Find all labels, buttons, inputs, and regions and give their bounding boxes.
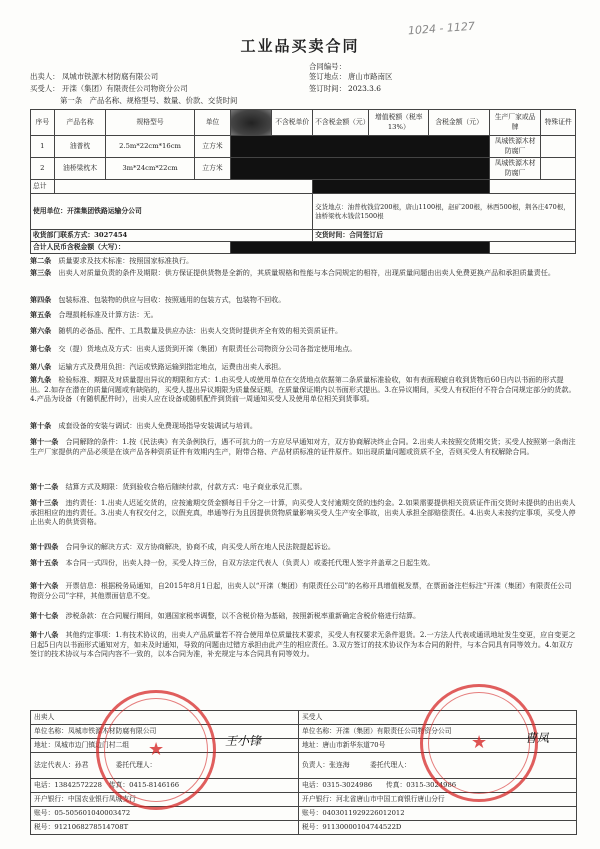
- row-unit: 立方米: [194, 158, 231, 180]
- buyer-signature: 曹凤: [525, 731, 550, 745]
- user-unit: 使用单位：开滦集团铁路运输分公司: [31, 194, 313, 230]
- clause: 第十三条 违约责任：1.出卖人迟延交货的，应按逾期交货金额每日千分之一计算，向买受人支付逾期交货的违约金。2.如果需要提供相关资质证件而交货时未提供的由出卖人承担相应的违约责任。3.出卖人有权交付之，以假充真，串通等行为且因提供货物质量影响买受人生产安全事故，出卖人承担全部赔偿责任。4.出卖人未按约定事项，买受人停止出卖人的供货资格。: [30, 498, 576, 527]
- contract-no-label: 合同编号：: [309, 62, 346, 71]
- row-name: 油普枕: [54, 136, 106, 158]
- table-row: [31, 158, 576, 180]
- handwritten-note: 1024 - 1127: [407, 19, 476, 38]
- table-header: 产品名称: [54, 110, 106, 136]
- user-row: [31, 194, 576, 230]
- receiver-contact: 收货部门联系方式：3027454: [31, 230, 313, 242]
- table-header: 单位: [194, 110, 231, 136]
- sign-row: [31, 807, 577, 821]
- row-maker: 凤城铁源木材防腐厂: [489, 136, 541, 158]
- seller-bank: 开户银行：中国农业银行凤城支行: [31, 793, 299, 807]
- total-row: [31, 180, 576, 194]
- seller-phone: 电话：13842572228 传真：0415-8146166: [31, 779, 299, 793]
- delivery-detail: 交货地点：油普枕钱营200根，唐山1100根，赵矿200根，林西500根，荆各庄470根，油桥梁枕木钱营1500根: [313, 194, 576, 230]
- clause: 第十一条 合同解除的条件：1.按《民法典》有关条例执行，遇不可抗力的一方应尽早通知对方，双方协商解决终止合同。2.出卖人未按照交货期交货；买受人按照第一条南注生产厂家提供的产品必须是在该产品各种资质证件有效期内生产，附带合格、产品材质标准的证件原件。如出现质量问题或资质不全，否则买受人有权解除合同。: [30, 437, 576, 456]
- table-row: [31, 136, 576, 158]
- contract-title: 工业品买卖合同: [240, 37, 360, 55]
- table-header: 生产厂家或品牌: [489, 110, 541, 136]
- redacted-cell: [231, 158, 489, 180]
- seller-signature: 王小锋: [225, 734, 262, 748]
- seller-addr: 地址：凤城市边门镇边门村二组: [31, 739, 299, 753]
- total-label: 总计: [31, 180, 55, 194]
- row-maker: 凤城铁源木材防腐厂: [489, 158, 541, 180]
- clause: 第九条 检验标准、期限及对质量提出异议的期限和方式：1.由买受人或使用单位在交货地点依据第二条质量标准验收，如有表面瑕疵自收到货物后60日内以书面的形式提出。2.如存在潜在的质量问题或有缺陷的，买受人提出异议期限为质量保证期，在质量保证期内以书面形式提出。3.在异议期间，买受人有权拒付不符合合同规定部分的货款。4.产品为设备（有随机配件时），出卖人应在设备或随机配件到货前一周通知买受人及使用单位相关到货事项。: [30, 375, 576, 404]
- buyer-bank: 开户银行：河北省唐山市中国工商银行唐山分行: [299, 793, 577, 807]
- seller-tax: 税号：9121068278514708T: [31, 821, 299, 835]
- clause: 第六条 随机的必备品、配件、工具数量及供应办法：出卖人交货时提供齐全有效的相关资质证件。: [30, 326, 343, 335]
- clause: 第五条 合理损耗标准及计算方法：无。: [30, 310, 158, 319]
- buyer-tax: 税号：91130000104744522D: [299, 821, 577, 835]
- product-table: [30, 109, 576, 254]
- table-header: 含税金额（元）: [429, 110, 489, 136]
- row-spec: 2.5m*22cm*16cm: [106, 136, 194, 158]
- receiver-row: [31, 230, 576, 242]
- empty-cell: [541, 158, 576, 180]
- buyer-reps: 负责人：张连海 委托代理人：: [299, 753, 577, 779]
- clause: 第十条 成套设备的安装与调试：出卖人免费现场指导安装调试与培训。: [30, 421, 257, 430]
- clause: 第十四条 合同争议的解决方式：双方协商解决，协商不成，向买受人所在地人民法院提起诉讼。: [30, 542, 336, 551]
- redacted-cell: [313, 180, 490, 194]
- clause: 第十七条 涉税条款：在合同履行期间，如遇国家税率调整，以不含税价格为基础，按照新税率重新确定含税价格进行结算。: [30, 611, 421, 620]
- row-name: 油桥梁枕木: [54, 158, 106, 180]
- redacted-cell: [231, 110, 272, 136]
- empty-cell: [489, 242, 575, 254]
- buyer-name: 单位名称：开滦（集团）有限责任公司物资分公司: [299, 725, 577, 739]
- total-rmb-row: [31, 242, 576, 254]
- clause: 第七条 交（提）货地点及方式：出卖人送货到开滦（集团）有限责任公司物资分公司各指定使用地点。: [30, 344, 357, 353]
- empty-cell: [489, 180, 575, 194]
- table-header: 不含税单价: [272, 110, 313, 136]
- table-header: 特殊证件: [541, 110, 576, 136]
- buyer-seal-star: ★: [471, 732, 488, 753]
- seller-label: 出卖人：: [30, 72, 60, 81]
- row-no: 1: [31, 136, 55, 158]
- table-header: 规格型号: [106, 110, 194, 136]
- total-rmb-label: 合计人民币含税金额（大写）：: [31, 242, 231, 254]
- clause: 第八条 运输方式及费用负担：汽运或铁路运输到指定地点，运费由出卖人承担。: [30, 362, 286, 371]
- clause: 第十五条 本合同一式四份，出卖人持一份，买受人持三份，自双方法定代表人（负责人）或委托代理人签字并盖章之日起生效。: [30, 558, 435, 567]
- seller-name: 单位名称：凤城市铁源木材防腐有限公司: [31, 725, 299, 739]
- buyer-value: 开滦（集团）有限责任公司物资分公司: [62, 84, 188, 93]
- table-header: 增值税额（税率13%）: [369, 110, 429, 136]
- buyer-label: 买受人：: [30, 84, 60, 93]
- table-header-row: [31, 110, 576, 136]
- clause: 第十六条 开票信息：根据税务局通知，自2015年8月1日起，出卖人以“开滦（集团）有限责任公司”的名称开具增值税发票，在票面备注栏标注“开滦（集团）有限责任公司物资分公司”字样，其他票面信息不变。: [30, 581, 572, 600]
- seller-head: 出卖人: [31, 711, 299, 725]
- buyer-phone: 电话：0315-3024986 传真：0315-3024986: [299, 779, 577, 793]
- seller-seal-star: ★: [148, 739, 165, 760]
- seller-account: 账号：05-505601040003472: [31, 807, 299, 821]
- buyer-head: 买受人: [299, 711, 577, 725]
- sign-date-label: 签订时间：: [309, 84, 346, 93]
- row-no: 2: [31, 158, 55, 180]
- clause: 第三条 出卖人对质量负责的条件及期限：供方保证提供货物是全新的，其质量规格和性能与本合同规定的相符，出现质量问题由出卖人免费更换产品和承担质量责任。: [30, 268, 555, 277]
- buyer-account: 账号：0403011929226012012: [299, 807, 577, 821]
- clause: 第二条 质量要求及技术标准：按照国家标准执行。: [30, 256, 194, 265]
- table-header: 序号: [31, 110, 55, 136]
- sign-place-value: 唐山市路南区: [348, 72, 393, 81]
- clause: 第十八条 其他约定事项：1.有技术协议的，出卖人产品质量若不符合使用单位质量技术要求，买受人有权要求无条件退货。2.一方法人代表或通讯地址发生变更，应自变更之日起5日内以书面形式通知对方，如未及时通知，导致的问题由过错方承担由此产生的相应责任。3.双方签订的技术协议作为本合同的附件，与本合同具有同等效力。4.如双方签订的技术协议与本合同内容不一致的，以本合同为准，补充规定与本合同具有同等效力。: [30, 630, 576, 659]
- clause: 第四条 包装标准、包装物的供应与回收：按照通用的包装方式，包装物不回收。: [30, 295, 286, 304]
- redacted-cell: [231, 242, 489, 254]
- seller-value: 凤城市铁源木材防腐有限公司: [62, 72, 159, 81]
- redacted-cell: [231, 136, 489, 158]
- row-unit: 立方米: [194, 136, 231, 158]
- clause-1: 第一条 产品名称、规格型号、数量、价款、交货时间: [60, 96, 238, 105]
- row-spec: 3m*24cm*22cm: [106, 158, 194, 180]
- table-header: 不含税金额（元）: [313, 110, 369, 136]
- delivery-time: 交货时间：合同签订后: [313, 230, 576, 242]
- clause: 第十二条 结算方式及期限：货到验收合格后随续付款，付款方式：电子商业承兑汇票。: [30, 482, 307, 491]
- buyer-addr: 地址：唐山市新华东道70号: [299, 739, 577, 753]
- empty-cell: [54, 180, 312, 194]
- seller-reps: 法定代表人：孙君 委托代理人：: [31, 753, 299, 779]
- empty-cell: [541, 136, 576, 158]
- sign-place-label: 签订地点：: [309, 72, 346, 81]
- sign-date-value: 2023.3.6: [348, 84, 381, 93]
- sign-row: [31, 821, 577, 835]
